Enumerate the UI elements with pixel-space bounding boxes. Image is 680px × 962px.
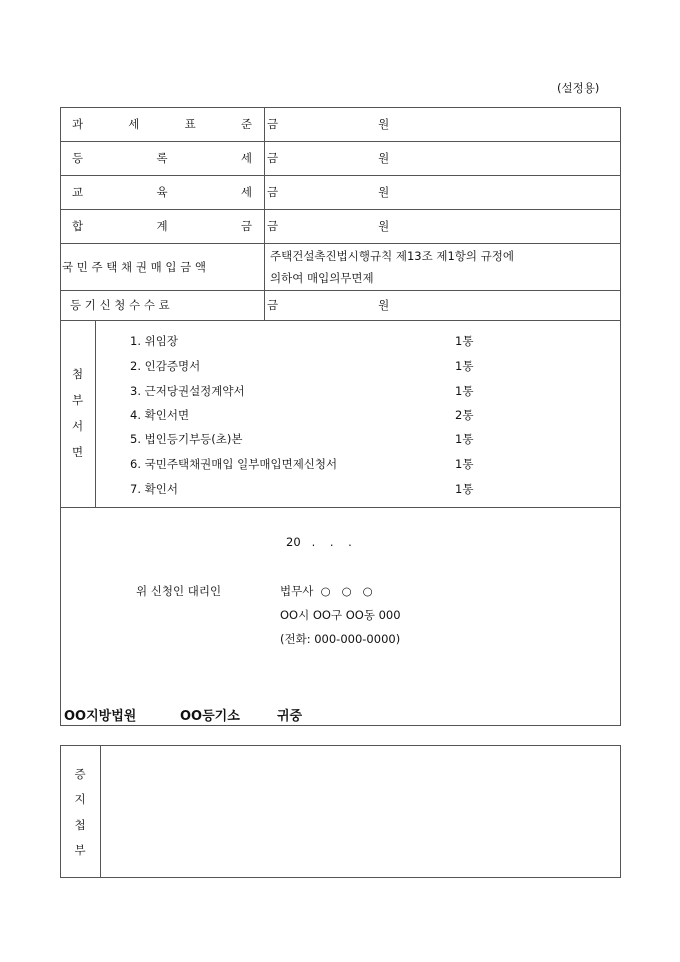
registration-tax-value[interactable] (267, 141, 389, 175)
text: 금 (267, 185, 279, 199)
text: 교 (72, 185, 84, 199)
text: 원 (378, 219, 390, 233)
usage-note: (설정용) (557, 81, 600, 95)
attachment-item: 1. 위임장 (130, 334, 178, 348)
text: 육 (156, 185, 168, 199)
filing-fee-value[interactable] (267, 290, 389, 320)
divider (60, 320, 621, 321)
attachment-count: 1통 (455, 457, 474, 471)
text: 원 (378, 298, 390, 312)
text: 금 (267, 117, 279, 131)
attachments-label (60, 366, 95, 460)
text: 증 (74, 767, 86, 781)
agent-address: OO시 OO구 OO동 000 (280, 608, 401, 622)
attachment-count: 1통 (455, 334, 474, 348)
text: 부 (71, 393, 84, 407)
agent-name: 법무사 ○ ○ ○ (280, 584, 373, 598)
court-name: OO지방법원 (64, 709, 137, 724)
text: 표 (184, 117, 196, 131)
tax-base-label (64, 107, 260, 141)
total-label (64, 209, 260, 243)
stamp-label (60, 766, 100, 858)
text: 등 (72, 151, 84, 165)
text: 금 (240, 219, 252, 233)
attachment-count: 1통 (455, 482, 474, 496)
attachment-count: 1통 (455, 432, 474, 446)
text: 부 (74, 842, 86, 857)
attachment-item: 3. 근저당권설정계약서 (130, 384, 245, 398)
attachment-count: 1통 (455, 384, 474, 398)
applicant-label: 위 신청인 대리인 (136, 584, 222, 598)
text: 금 (267, 219, 279, 233)
registration-tax-label (64, 141, 260, 175)
text: 세 (240, 185, 252, 199)
text: 계 (156, 219, 168, 233)
text: 원 (378, 151, 390, 165)
attachment-count: 1통 (455, 359, 474, 373)
divider (264, 107, 265, 320)
registry-name: OO등기소 (180, 709, 240, 724)
agent-phone: (전화: 000-000-0000) (280, 632, 401, 646)
total-value[interactable] (267, 209, 389, 243)
text: 금 (267, 151, 279, 165)
text: 과 (72, 117, 84, 131)
attachment-item: 6. 국민주택채권매입 일부매입면제신청서 (130, 457, 338, 471)
bond-purchase-label: 국 민 주 택 채 권 매 입 금 액 (62, 259, 206, 274)
text: 원 (378, 117, 390, 131)
filing-fee-label: 등 기 신 청 수 수 료 (70, 298, 170, 312)
divider (95, 320, 96, 507)
attachment-item: 7. 확인서 (130, 482, 178, 496)
text: 지 (74, 792, 86, 807)
stamp-area[interactable] (101, 746, 620, 877)
text: 합 (72, 219, 84, 233)
attachment-item: 2. 인감증명서 (130, 359, 201, 373)
education-tax-value[interactable] (267, 175, 389, 209)
bond-purchase-value (270, 245, 514, 289)
text: 록 (156, 151, 168, 165)
attachment-count: 2통 (455, 408, 474, 422)
date-field[interactable]: 20 . . . (286, 535, 352, 549)
text: 서 (71, 419, 84, 433)
text: 원 (378, 185, 390, 199)
text: 세 (128, 117, 140, 131)
bond-line-1: 주택건설촉진법시행규칙 제13조 제1항의 규정에 (270, 249, 514, 263)
education-tax-label (64, 175, 260, 209)
text: 금 (267, 298, 279, 312)
text: 첩 (74, 817, 86, 832)
text: 준 (240, 117, 252, 131)
bond-line-2: 의하여 매입의무면제 (270, 271, 374, 285)
divider (60, 507, 621, 508)
text: 면 (71, 445, 84, 459)
text: 첨 (71, 367, 84, 381)
attachment-item: 4. 확인서면 (130, 408, 190, 422)
tax-base-value[interactable] (267, 107, 389, 141)
addressee-suffix: 귀중 (277, 709, 303, 724)
attachment-item: 5. 법인등기부등(초)본 (130, 432, 243, 446)
text: 세 (240, 151, 252, 165)
